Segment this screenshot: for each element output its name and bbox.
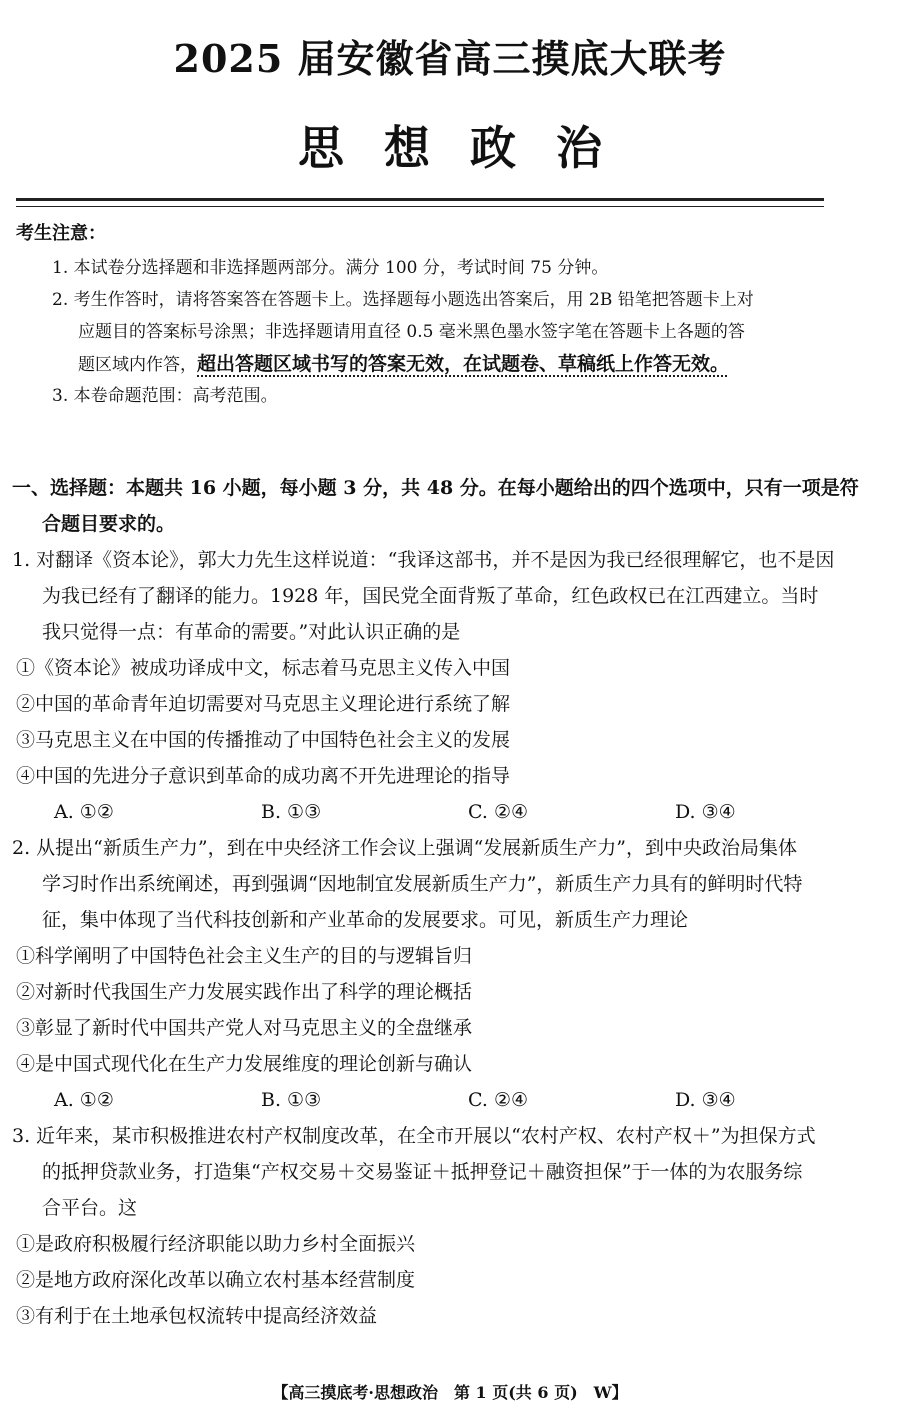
statement-option: ③马克思主义在中国的传播推动了中国特色社会主义的发展 xyxy=(16,729,511,751)
statement-option: ①科学阐明了中国特色社会主义生产的目的与逻辑旨归 xyxy=(16,945,473,967)
choice-b: B. ①③ xyxy=(261,1089,322,1111)
question-stem-line: 我只觉得一点：有革命的需要。”对此认识正确的是 xyxy=(42,621,461,643)
page-footer: 【高三摸底考·思想政治 第 1 页(共 6 页) W】 xyxy=(272,1383,628,1402)
question-stem-line: 1. 对翻译《资本论》，郭大力先生这样说道：“我译这部书，并不是因为我已经很理解它，也不是因 xyxy=(12,549,835,571)
question-stem-line: 2. 从提出“新质生产力”，到在中央经济工作会议上强调“发展新质生产力”，到中央政治局集体 xyxy=(12,837,798,859)
question-2 xyxy=(12,830,882,1118)
notice-item-2-line-2: 应题目的答案标号涂黑；非选择题请用直径 0.5 毫米黑色墨水签字笔在答题卡上各题的答 xyxy=(78,322,745,342)
notice-item-2-line-3 xyxy=(16,348,876,380)
statement-option: ①《资本论》被成功译成中文，标志着马克思主义传入中国 xyxy=(16,657,511,679)
notice-item-2-line-3-text: 题区域内作答， xyxy=(78,355,197,375)
question-area xyxy=(12,470,882,1334)
question-3 xyxy=(12,1118,882,1334)
statement-option: ②对新时代我国生产力发展实践作出了科学的理论概括 xyxy=(16,981,473,1003)
question-stem-line: 为我已经有了翻译的能力。1928 年，国民党全面背叛了革命，红色政权已在江西建立。当时 xyxy=(42,585,819,607)
choice-a: A. ①② xyxy=(54,801,114,823)
candidate-notice xyxy=(16,216,876,412)
question-stem-line: 3. 近年来，某市积极推进农村产权制度改革，在全市开展以“农村产权、农村产权＋”为担保方式 xyxy=(12,1125,816,1147)
choice-a: A. ①② xyxy=(54,1089,114,1111)
statement-option: ④中国的先进分子意识到革命的成功离不开先进理论的指导 xyxy=(16,765,511,787)
question-stem-line: 征，集中体现了当代科技创新和产业革命的发展要求。可见，新质生产力理论 xyxy=(42,909,689,931)
subject-title: 思想政治 xyxy=(298,121,642,175)
choice-d: D. ③④ xyxy=(675,801,736,823)
statement-option: ②是地方政府深化改革以确立农村基本经营制度 xyxy=(16,1269,416,1291)
statement-option: ②中国的革命青年迫切需要对马克思主义理论进行系统了解 xyxy=(16,693,511,715)
question-stem-line: 学习时作出系统阐述，再到强调“因地制宜发展新质生产力”，新质生产力具有的鲜明时代特 xyxy=(42,873,803,895)
notice-emphasis: 超出答题区域书写的答案无效，在试题卷、草稿纸上作答无效。 xyxy=(197,353,730,375)
choice-d: D. ③④ xyxy=(675,1089,736,1111)
section-heading-line-2: 合题目要求的。 xyxy=(42,513,176,535)
notice-item-1: 1. 本试卷分选择题和非选择题两部分。满分 100 分，考试时间 75 分钟。 xyxy=(52,258,609,278)
choice-c: C. ②④ xyxy=(468,801,529,823)
statement-option: ③有利于在土地承包权流转中提高经济效益 xyxy=(16,1305,378,1327)
question-stem-line: 合平台。这 xyxy=(42,1197,138,1219)
choice-b: B. ①③ xyxy=(261,801,322,823)
notice-item-3: 3. 本卷命题范围：高考范围。 xyxy=(52,386,278,406)
answer-choices xyxy=(12,794,882,830)
statement-option: ①是政府积极履行经济职能以助力乡村全面振兴 xyxy=(16,1233,416,1255)
header-divider-thin xyxy=(16,206,824,207)
question-stem-line: 的抵押贷款业务，打造集“产权交易＋交易鉴证＋抵押登记＋融资担保”于一体的为农服务综 xyxy=(42,1161,803,1183)
choice-c: C. ②④ xyxy=(468,1089,529,1111)
question-1 xyxy=(12,542,882,830)
answer-choices xyxy=(12,1082,882,1118)
notice-item-2-line-1: 2. 考生作答时，请将答案答在答题卡上。选择题每小题选出答案后，用 2B 铅笔把答题卡上对 xyxy=(52,290,754,310)
statement-option: ③彰显了新时代中国共产党人对马克思主义的全盘继承 xyxy=(16,1017,473,1039)
notice-heading: 考生注意： xyxy=(16,223,106,244)
header-divider-thick xyxy=(16,198,824,201)
section-heading-line-1: 一、选择题：本题共 16 小题，每小题 3 分，共 48 分。在每小题给出的四个选项中，只有一项是符 xyxy=(12,477,859,499)
statement-option: ④是中国式现代化在生产力发展维度的理论创新与确认 xyxy=(16,1053,473,1075)
exam-title: 2025 届安徽省高三摸底大联考 xyxy=(173,36,727,81)
